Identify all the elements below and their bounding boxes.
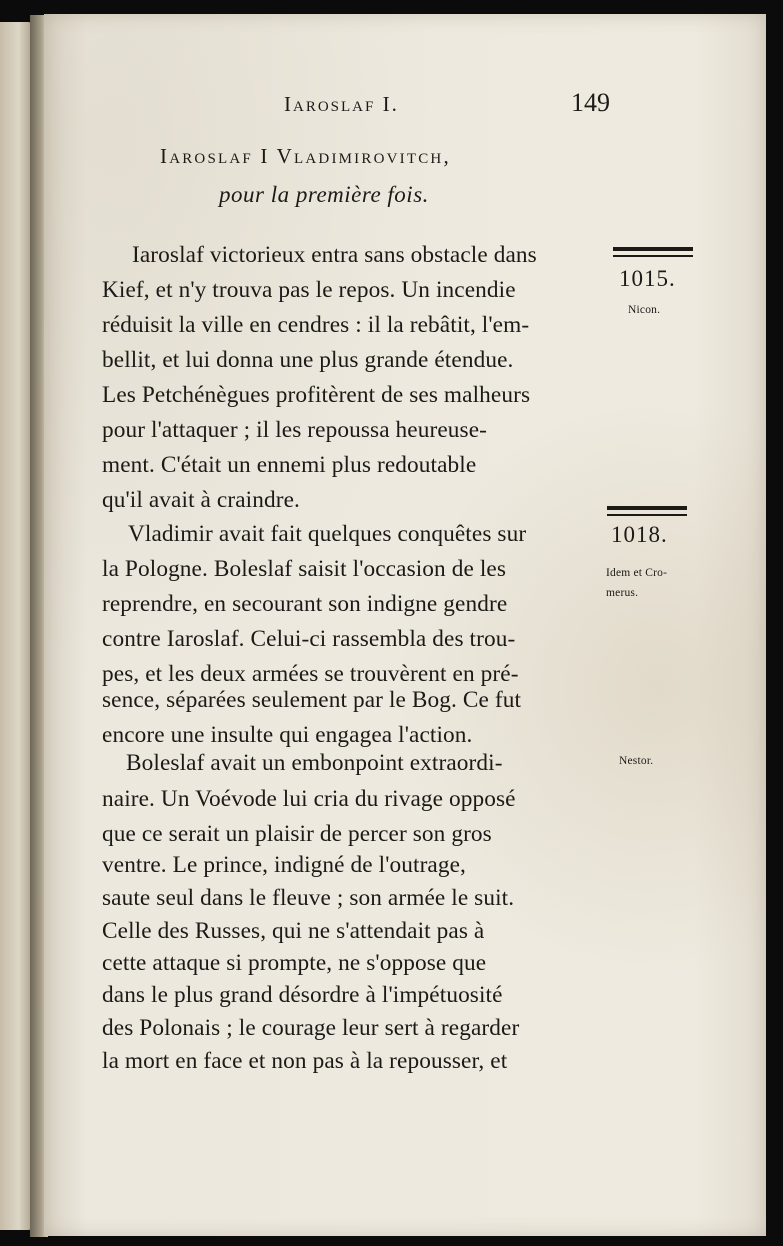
body-line: reprendre, en secourant son indigne gendre [102, 591, 508, 617]
body-line: ventre. Le prince, indigné de l'outrage, [102, 852, 466, 878]
chapter-subheading: pour la première fois. [219, 182, 429, 207]
margin-rule [607, 506, 687, 510]
body-line: Iaroslaf victorieux entra sans obstacle dans [132, 242, 537, 268]
body-line: la mort en face et non pas à la repousser, et [102, 1048, 508, 1074]
body-line: la Pologne. Boleslaf saisit l'occasion de les [102, 556, 507, 582]
body-line: cette attaque si prompte, ne s'oppose que [102, 950, 487, 976]
facing-page-edge [0, 22, 34, 1230]
margin-year: 1015. [619, 266, 676, 291]
body-line: pour l'attaquer ; il les repoussa heureuse- [102, 417, 488, 443]
margin-year: 1018. [611, 522, 668, 547]
body-line: ment. C'était un ennemi plus redoutable [102, 452, 477, 478]
body-line: des Polonais ; le courage leur sert à regarder [102, 1015, 520, 1041]
margin-rule [613, 247, 693, 251]
page-number: 149 [571, 88, 610, 117]
body-line: Kief, et n'y trouva pas le repos. Un incendie [102, 277, 516, 303]
body-line: contre Iaroslaf. Celui-ci rassembla des trou- [102, 626, 516, 652]
margin-source: Nestor. [619, 755, 654, 767]
body-line: que ce serait un plaisir de percer son gros [102, 821, 492, 847]
margin-source: merus. [606, 587, 639, 599]
body-line: Boleslaf avait un embonpoint extraordi- [126, 750, 503, 776]
body-line: sence, séparées seulement par le Bog. Ce fut [102, 687, 522, 713]
body-line: bellit, et lui donna une plus grande étendue. [102, 347, 514, 373]
body-line: dans le plus grand désordre à l'impétuosité [102, 982, 503, 1008]
body-line: Celle des Russes, qui ne s'attendait pas à [102, 918, 485, 944]
chapter-heading: Iaroslaf I Vladimirovitch, [160, 144, 451, 168]
body-line: réduisit la ville en cendres : il la rebâtit, l'em- [102, 312, 530, 338]
body-line: encore une insulte qui engagea l'action. [102, 722, 473, 748]
body-line: naire. Un Voévode lui cria du rivage opposé [102, 786, 516, 812]
margin-source: Nicon. [628, 304, 661, 316]
body-line: Les Petchénègues profitèrent de ses malheurs [102, 382, 531, 408]
margin-rule [613, 255, 693, 257]
book-page [44, 14, 766, 1236]
body-line: qu'il avait à craindre. [102, 487, 300, 513]
margin-source: Idem et Cro- [606, 567, 668, 579]
running-title: Iaroslaf I. [284, 92, 399, 116]
body-line: saute seul dans le fleuve ; son armée le suit. [102, 885, 515, 911]
margin-rule [607, 514, 687, 516]
body-line: Vladimir avait fait quelques conquêtes sur [128, 521, 527, 547]
body-line: pes, et les deux armées se trouvèrent en pré- [102, 661, 519, 687]
